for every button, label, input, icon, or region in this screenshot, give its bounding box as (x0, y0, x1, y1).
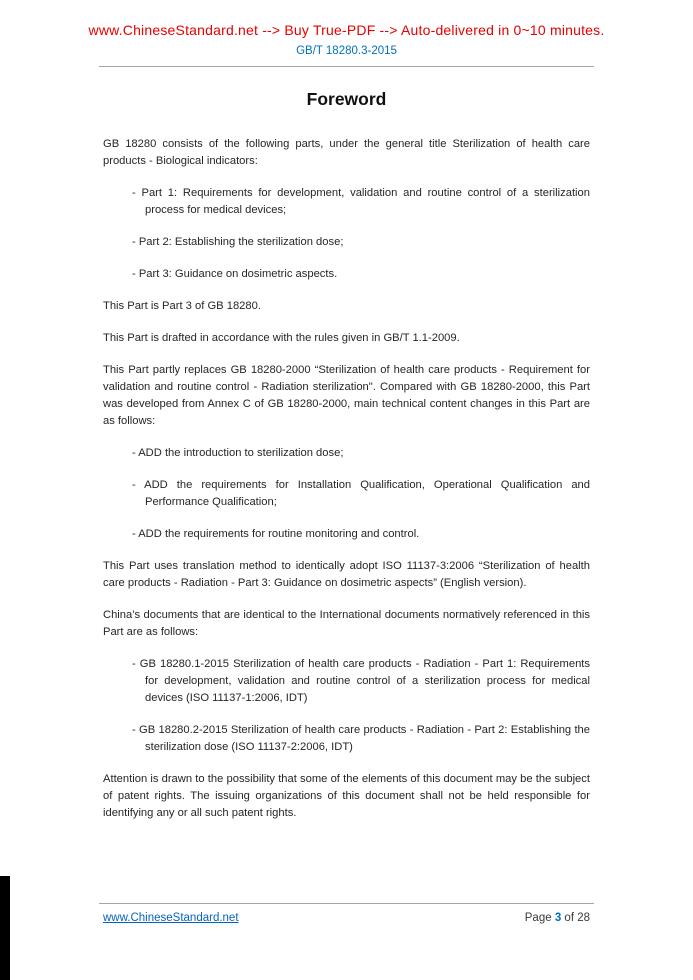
list-item: - GB 18280.1-2015 Sterilization of health care products - Radiation - Part 1: Requirements for development, validation and routine control of a sterilization process for medical devices (ISO 11137-1:2006, IDT) (132, 658, 590, 704)
header-rule (99, 66, 594, 67)
page-label: Page (524, 912, 552, 924)
list-item: - Part 3: Guidance on dosimetric aspects. (132, 268, 338, 280)
page-total-label: of 28 (564, 912, 590, 924)
document-body (103, 136, 590, 822)
paragraph: China’s documents that are identical to the International documents normatively referenced in this Part are as follows: (103, 609, 590, 638)
paragraph: This Part uses translation method to identically adopt ISO 11137-3:2006 “Sterilization of health care products - Radiation - Part 3: Guidance on dosimetric aspects” (English version). (103, 560, 590, 589)
paragraph: This Part is drafted in accordance with the rules given in GB/T 1.1-2009. (103, 332, 460, 344)
page-header (0, 22, 693, 67)
footer-rule (99, 903, 594, 904)
paragraph: GB 18280 consists of the following parts, under the general title Sterilization of health care products - Biological indicators: (103, 138, 590, 167)
list-item: - GB 18280.2-2015 Sterilization of health care products - Radiation - Part 2: Establishing the sterilization dose (ISO 11137-2:2006, IDT) (132, 724, 590, 753)
header-banner-link[interactable]: www.ChineseStandard.net --> Buy True-PDF --> Auto-delivered in 0~10 minutes. (88, 22, 605, 38)
document-number: GB/T 18280.3-2015 (296, 45, 397, 57)
paragraph: This Part partly replaces GB 18280-2000 “Sterilization of health care products - Requirement for validation and routine control - Radiation sterilization". Compared with GB 18280-2000, this Part was developed from Annex C of GB 18280-2000, main technical content changes in this Part are as follows: (103, 364, 590, 427)
list-item: - ADD the requirements for routine monitoring and control. (132, 528, 420, 540)
paragraph: Attention is drawn to the possibility that some of the elements of this document may be the subject of patent rights. The issuing organizations of this document shall not be held responsible for identifying any or all such patent rights. (103, 773, 590, 819)
paragraph: This Part is Part 3 of GB 18280. (103, 300, 261, 312)
list-item: - ADD the introduction to sterilization dose; (132, 447, 344, 459)
list-item: - Part 1: Requirements for development, validation and routine control of a sterilization process for medical devices; (132, 187, 590, 216)
left-edge-mark (0, 876, 10, 980)
list-item: - Part 2: Establishing the sterilization dose; (132, 236, 344, 248)
page-footer (0, 903, 693, 924)
page-indicator (525, 912, 590, 924)
page-number: 3 (554, 912, 562, 924)
page-title: Foreword (306, 89, 387, 109)
list-item: - ADD the requirements for Installation Qualification, Operational Qualification and Performance Qualification; (132, 479, 590, 508)
footer-link[interactable]: www.ChineseStandard.net (103, 912, 239, 924)
